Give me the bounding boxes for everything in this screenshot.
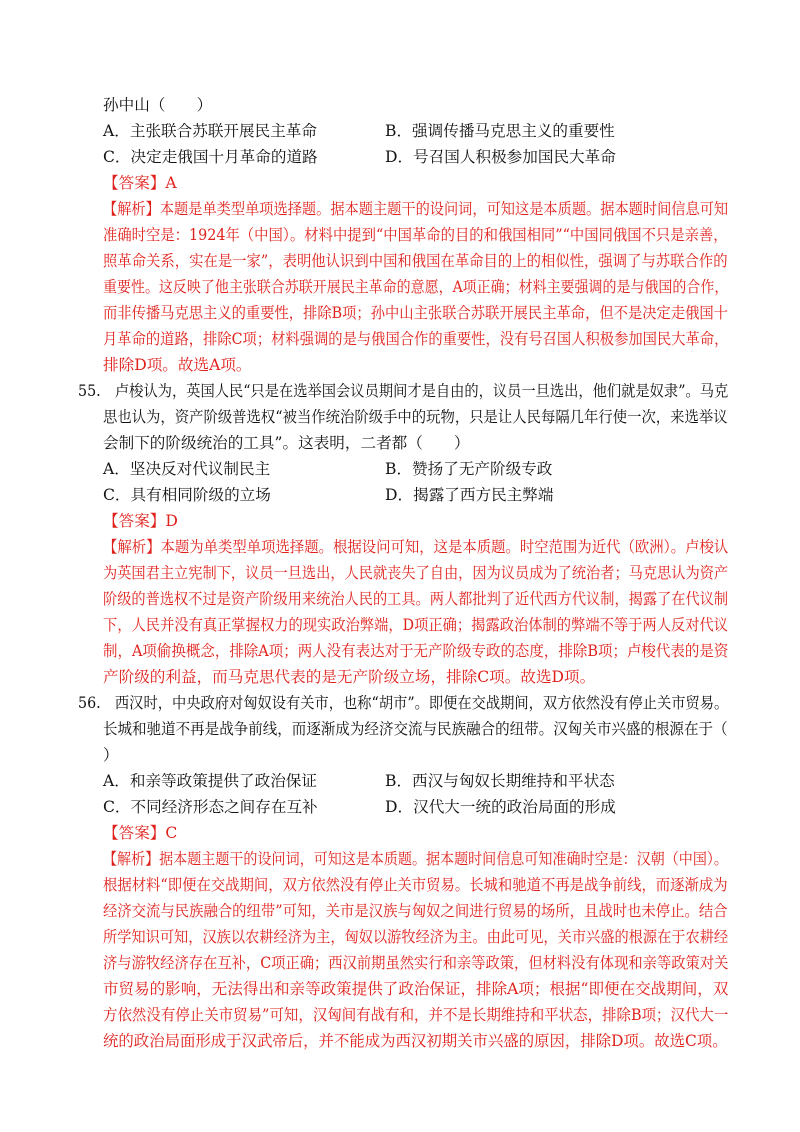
q54-analysis-line: 准确时空是：1924年（中国）。材料中提到“中国革命的目的和俄国相同”“中国同俄国不只是亲善， bbox=[103, 226, 728, 244]
q54-option-d[interactable]: D．号召国人积极参加国民大革命 bbox=[385, 148, 616, 166]
q55-analysis-line: 产阶级的利益，而马克思代表的是无产阶级立场，排除C项。故选D项。 bbox=[103, 668, 596, 686]
q55-analysis-line: 制，A项偷换概念，排除A项；两人没有表达对于无产阶级专政的态度，排除B项；卢梭代表的是资 bbox=[103, 642, 729, 660]
q54-analysis-line: 排除D项。故选A项。 bbox=[103, 356, 252, 374]
q56-option-a[interactable]: A．和亲等政策提供了政治保证 bbox=[103, 772, 317, 790]
q56-analysis-line: 方依然没有停止关市贸易”可知，汉匈间有战有和，并不是长期维持和平状态，排除B项；汉代大一 bbox=[103, 1006, 729, 1024]
q55-option-c[interactable]: C．具有相同阶级的立场 bbox=[103, 486, 271, 504]
q56-answer-value: C bbox=[165, 824, 178, 842]
q55-option-d[interactable]: D．揭露了西方民主弊端 bbox=[385, 486, 554, 504]
q56-analysis-line: 所学知识可知，汉族以农耕经济为主，匈奴以游牧经济为主。由此可见，关市兴盛的根源在于农耕经 bbox=[103, 928, 729, 946]
q54-analysis-line: 月革命的道路，排除C项；材料强调的是与俄国合作的重要性，没有号召国人积极参加国民大革命， bbox=[103, 330, 729, 348]
q56-analysis-line: 济与游牧经济存在互补，C项正确；西汉前期虽然实行和亲等政策，但材料没有体现和亲等政策对关 bbox=[103, 954, 729, 972]
q54-option-c[interactable]: C．决定走俄国十月革命的道路 bbox=[103, 148, 318, 166]
q56-analysis-line: 统的政治局面形成于汉武帝后，并不能成为西汉初期关市兴盛的原因，排除D项。故选C项。 bbox=[103, 1032, 728, 1050]
q56-option-b[interactable]: B．西汉与匈奴长期维持和平状态 bbox=[385, 772, 615, 790]
q54-analysis-line: 照革命关系，实在是一家”，表明他认识到中国和俄国在革命目的上的相似性，强调了与苏联合作的 bbox=[103, 252, 728, 270]
q55-option-a[interactable]: A．坚决反对代议制民主 bbox=[103, 460, 271, 478]
q54-analysis-line: 而非传播马克思主义的重要性，排除B项；孙中山主张联合苏联开展民主革命，但不是决定走俄国十 bbox=[103, 304, 728, 322]
q55-option-b[interactable]: B．赞扬了无产阶级专政 bbox=[385, 460, 553, 478]
q54-answer-tag: 【答案】 bbox=[103, 174, 166, 192]
q56-analysis-line: 市贸易的影响，无法得出和亲等政策提供了政治保证，排除A项；根据“即便在交战期间，双 bbox=[103, 980, 729, 998]
q54-option-b[interactable]: B．强调传播马克思主义的重要性 bbox=[385, 122, 615, 140]
q56-analysis-line: 【解析】据本题主题干的设问词，可知这是本质题。据本题时间信息可知准确时空是：汉朝（中国）。 bbox=[103, 850, 728, 868]
q55-analysis-line: 阶级的普选权不过是资产阶级用来统治人民的工具。两人都批判了近代西方代议制，揭露了在代议制 bbox=[103, 590, 729, 608]
q56-answer-tag: 【答案】 bbox=[103, 824, 166, 842]
q54-analysis-line: 【解析】本题是单类型单项选择题。据本题主题干的设问词，可知这是本质题。据本题时间信息可知 bbox=[103, 200, 729, 218]
q55-analysis-line: 为英国君主立宪制下，议员一旦选出，人民就丧失了自由，因为议员成为了统治者；马克思认为资产 bbox=[103, 564, 729, 582]
q56-stem-line: 56. 西汉时，中央政府对匈奴设有关市，也称“胡市”。即便在交战期间，双方依然没有停止关市贸易。 bbox=[78, 694, 729, 712]
q56-option-d[interactable]: D．汉代大一统的政治局面的形成 bbox=[385, 798, 616, 816]
q54-answer bbox=[103, 173, 177, 193]
q55-answer-value: D bbox=[165, 512, 178, 530]
q55-answer bbox=[103, 511, 178, 531]
q56-stem-line: ） bbox=[103, 746, 119, 764]
q56-answer bbox=[103, 823, 177, 843]
q55-stem-line: 会制下的阶级统治的工具”。这表明，二者都（ ） bbox=[103, 434, 470, 452]
q55-analysis-line: 下，人民并没有真正掌握权力的现实政治弊端，D项正确；揭露政治体制的弊端不等于两人反对代议 bbox=[103, 616, 729, 634]
q55-stem-line: 思也认为，资产阶级普选权“被当作统治阶级手中的玩物，只是让人民每隔几年行使一次，来选举议 bbox=[103, 408, 728, 426]
q54-option-a[interactable]: A．主张联合苏联开展民主革命 bbox=[103, 122, 317, 140]
q56-option-c[interactable]: C．不同经济形态之间存在互补 bbox=[103, 798, 318, 816]
q56-analysis-line: 根据材料“即便在交战期间，双方依然没有停止关市贸易。长城和驰道不再是战争前线，而逐渐成为 bbox=[103, 876, 728, 894]
q55-answer-tag: 【答案】 bbox=[103, 512, 166, 530]
q56-analysis-line: 经济交流与民族融合的纽带”可知，关市是汉族与匈奴之间进行贸易的场所，且战时也未停止。结合 bbox=[103, 902, 728, 920]
q55-stem-line: 55. 卢梭认为，英国人民“只是在选举国会议员期间才是自由的，议员一旦选出，他们就是奴隶”。马克 bbox=[78, 382, 729, 400]
q54-stem-tail: 孙中山（ ） bbox=[103, 96, 213, 114]
q54-analysis-line: 重要性。这反映了他主张联合苏联开展民主革命的意愿，A项正确；材料主要强调的是与俄国的合作， bbox=[103, 278, 729, 296]
q54-answer-value: A bbox=[165, 174, 177, 192]
q55-analysis-line: 【解析】本题为单类型单项选择题。根据设问可知，这是本质题。时空范围为近代（欧洲）。卢梭认 bbox=[103, 538, 729, 556]
q56-stem-line: 长城和驰道不再是战争前线，而逐渐成为经济交流与民族融合的纽带。汉匈关市兴盛的根源在于（ bbox=[103, 720, 728, 738]
